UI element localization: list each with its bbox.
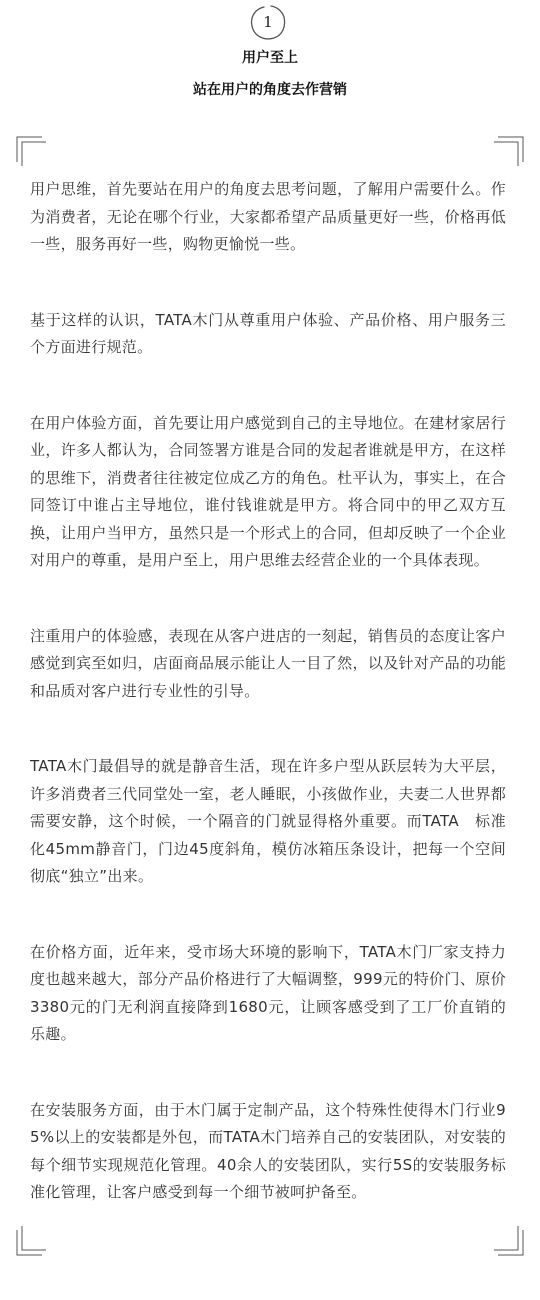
paragraph-price: 在价格方面，近年来，受市场大环境的影响下，TATA木门厂家支持力度也越来越大，部分产品价格进行了大幅调整，999元的特价门、原价3380元的门无利润直接降到1680元，让顾客感受到了工厂价直销的乐趣。 bbox=[30, 942, 506, 1043]
corner-bracket-top-right-icon bbox=[494, 136, 524, 166]
paragraph-user-thinking: 用户思维，首先要站在用户的角度去思考问题，了解用户需要什么。作为消费者，无论在哪个行业，大家都希望产品质量更好一些，价格再低一些，服务再好一些，购物更愉悦一些。 bbox=[30, 180, 506, 253]
section-title: 用户至上 bbox=[242, 50, 298, 66]
article-body bbox=[30, 176, 506, 1255]
paragraph-installation: 在安装服务方面，由于木门属于定制产品，这个特殊性使得木门行业95%以上的安装都是外包，而TATA木门培养自己的安装团队，对安装的每个细节实现规范化管理。40余人的安装团队，实行5S的安装服务标准化管理，让客户感受到每一个细节被呵护备至。 bbox=[30, 1100, 506, 1201]
section-number: 1 bbox=[263, 13, 273, 31]
paragraph-user-experience: 在用户体验方面，首先要让用户感觉到自己的主导地位。在建材家居行业，许多人都认为，合同签署方谁是合同的发起者谁就是甲方，在这样的思维下，消费者往往被定位成乙方的角色。杜平认为，事实上，在合同签订中谁占主导地位，谁付钱谁就是甲方。将合同中的甲乙双方互换，让用户当甲方，虽然只是一个形式上的合同，但却反映了一个企业对用户的尊重，是用户至上，用户思维去经营企业的一个具体表现。 bbox=[30, 413, 506, 569]
section-subtitle: 站在用户的角度去作营销 bbox=[193, 82, 347, 98]
paragraph-three-aspects: 基于这样的认识，TATA木门从尊重用户体验、产品价格、用户服务三个方面进行规范。 bbox=[30, 310, 506, 356]
section-number-badge bbox=[247, 2, 289, 44]
paragraph-silent-door: TATA木门最倡导的就是静音生活，现在许多户型从跃层转为大平层，许多消费者三代同堂处一室，老人睡眠，小孩做作业，夫妻二人世界都需要安静，这个时候，一个隔音的门就显得格外重要。而TATA 标准化45mm静音门，门边45度斜角，模仿冰箱压条设计，把每一个空间彻底“独立”出来。 bbox=[30, 757, 506, 885]
corner-bracket-top-left-icon bbox=[16, 136, 46, 166]
paragraph-store-experience: 注重用户的体验感，表现在从客户进店的一刻起，销售员的态度让客户感觉到宾至如归，店面商品展示能让人一目了然，以及针对产品的功能和品质对客户进行专业性的引导。 bbox=[30, 626, 506, 700]
